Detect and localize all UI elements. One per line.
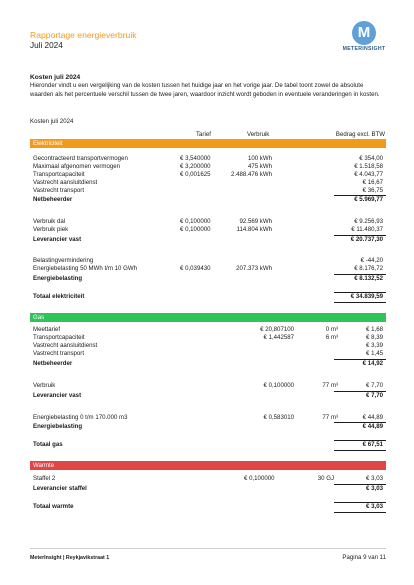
table-row bbox=[30, 334, 386, 342]
row-tarief: € 1,442587 bbox=[263, 334, 294, 341]
row-label: Staffel 2 bbox=[33, 475, 56, 482]
subtotal-row bbox=[30, 360, 386, 368]
row-tarief: € 3,540000 bbox=[180, 155, 211, 162]
row-bedrag: € 20.737,30 bbox=[350, 236, 383, 243]
table-row bbox=[30, 382, 386, 390]
amount-rule bbox=[334, 391, 386, 392]
gas-band: Gas bbox=[30, 313, 386, 322]
row-bedrag: € 14,92 bbox=[362, 360, 383, 367]
total-row bbox=[30, 503, 386, 511]
table-row bbox=[30, 155, 386, 163]
row-tarief: € 0,100000 bbox=[244, 475, 275, 482]
table-row bbox=[30, 163, 386, 171]
row-verbruik: 77 m³ bbox=[322, 414, 338, 421]
table-row bbox=[30, 342, 386, 350]
table-row bbox=[30, 218, 386, 226]
row-label: Maximaal afgenomen vermogen bbox=[33, 163, 121, 170]
col-header-tarief: Tarief bbox=[196, 131, 211, 138]
row-bedrag: € -44,20 bbox=[360, 257, 383, 264]
row-bedrag: € 8,39 bbox=[366, 334, 383, 341]
section-title: Kosten juli 2024 bbox=[30, 74, 81, 81]
row-label: Leverancier vast bbox=[33, 236, 82, 243]
row-label: Energiebelasting 0 t/m 170.000 m3 bbox=[33, 414, 128, 421]
row-tarief: € 0,001625 bbox=[180, 171, 211, 178]
logo-text: METERINSIGHT bbox=[342, 46, 386, 52]
table-row bbox=[30, 350, 386, 358]
row-bedrag: € 8.132,52 bbox=[354, 275, 383, 282]
table-row bbox=[30, 265, 386, 273]
row-verbruik: 77 m³ bbox=[322, 382, 338, 389]
row-bedrag: € 67,51 bbox=[362, 441, 383, 448]
row-verbruik: 2.488.476 kWh bbox=[231, 171, 272, 178]
row-label: Transportcapaciteit bbox=[33, 171, 85, 178]
row-bedrag: € 3,03 bbox=[366, 475, 383, 482]
logo-letter: M bbox=[357, 24, 371, 41]
footer-address: MeterInsight | Reykjavikstraat 1 bbox=[30, 555, 110, 561]
row-label: Energiebelasting bbox=[33, 423, 83, 430]
col-header-bedrag: Bedrag excl. BTW bbox=[335, 131, 385, 138]
total-double-rule bbox=[334, 302, 386, 303]
row-bedrag: € 44,89 bbox=[362, 414, 383, 421]
row-bedrag: € 3,03 bbox=[366, 503, 383, 510]
row-label: Belastingvermindering bbox=[33, 257, 94, 264]
row-bedrag: € 34.839,59 bbox=[350, 293, 383, 300]
table-row bbox=[30, 414, 386, 422]
row-bedrag: € 354,00 bbox=[359, 155, 383, 162]
table-row bbox=[30, 171, 386, 179]
row-verbruik: 114.804 kWh bbox=[236, 226, 272, 233]
row-label: Meettarief bbox=[33, 326, 61, 333]
row-label: Vastrecht aansluitdienst bbox=[33, 342, 98, 349]
row-bedrag: € 4.043,77 bbox=[354, 171, 383, 178]
row-label: Totaal gas bbox=[33, 441, 63, 448]
row-bedrag: € 36,75 bbox=[362, 187, 383, 194]
row-label: Leverancier staffel bbox=[33, 485, 87, 492]
row-label: Verbruik piek bbox=[33, 226, 69, 233]
section-intro: Hieronder vindt u een vergelijking van de kosten tussen het huidige jaar en het vorige jaar. De tabel toont zowel de absolute waarden als het percentuele verschil tussen de twee jaren, waardoor inzicht wordt geboden in eventuele veranderingen in kosten. bbox=[30, 82, 380, 98]
amount-rule bbox=[334, 502, 386, 503]
total-double-rule bbox=[334, 512, 386, 513]
row-verbruik: 100 kWh bbox=[247, 155, 272, 162]
row-bedrag: € 7,70 bbox=[366, 382, 383, 389]
report-subtitle: Juli 2024 bbox=[30, 41, 63, 50]
page-number: Pagina 9 van 11 bbox=[342, 554, 386, 561]
row-verbruik: 92.569 kWh bbox=[239, 218, 272, 225]
row-verbruik: 207.373 kWh bbox=[236, 265, 272, 272]
table-label: Kosten juli 2024 bbox=[30, 118, 74, 125]
row-bedrag: € 16,67 bbox=[362, 179, 383, 186]
footer-divider bbox=[30, 548, 386, 549]
row-bedrag: € 11.480,37 bbox=[351, 226, 383, 233]
amount-rule bbox=[334, 359, 386, 360]
row-label: Leverancier vast bbox=[33, 392, 82, 399]
row-bedrag: € 9.256,93 bbox=[354, 218, 383, 225]
table-row bbox=[30, 226, 386, 234]
amount-rule bbox=[334, 235, 386, 236]
row-verbruik: 475 kWh bbox=[247, 163, 272, 170]
row-bedrag: € 3,39 bbox=[366, 342, 383, 349]
row-label: Totaal elektriciteit bbox=[33, 293, 85, 300]
total-double-rule bbox=[334, 450, 386, 451]
row-tarief: € 0,039430 bbox=[180, 265, 211, 272]
table-row bbox=[30, 257, 386, 265]
row-bedrag: € 8.176,72 bbox=[354, 265, 383, 272]
row-bedrag: € 5.969,77 bbox=[354, 196, 383, 203]
row-verbruik: 0 m³ bbox=[325, 326, 338, 333]
subtotal-row bbox=[30, 196, 386, 204]
row-tarief: € 0,583010 bbox=[263, 414, 294, 421]
table-row bbox=[30, 179, 386, 187]
row-label: Vastrecht transport bbox=[33, 187, 85, 194]
subtotal-row bbox=[30, 275, 386, 283]
row-bedrag: € 7,70 bbox=[366, 392, 383, 399]
row-verbruik: 30 GJ bbox=[317, 475, 334, 482]
total-row bbox=[30, 293, 386, 301]
amount-rule bbox=[334, 484, 386, 485]
row-tarief: € 0,100000 bbox=[180, 226, 211, 233]
amount-rule bbox=[334, 292, 386, 293]
row-bedrag: € 1,68 bbox=[366, 326, 383, 333]
warmte-band: Warmte bbox=[30, 461, 386, 470]
row-label: Vastrecht transport bbox=[33, 350, 85, 357]
meterinsight-logo bbox=[342, 21, 386, 55]
row-bedrag: € 1,45 bbox=[366, 350, 383, 357]
table-row bbox=[30, 475, 386, 483]
electricity-band: Elektriciteit bbox=[30, 139, 386, 148]
amount-rule bbox=[334, 440, 386, 441]
row-tarief: € 20,807100 bbox=[260, 326, 294, 333]
row-label: Energiebelasting 50 MWh t/m 10 GWh bbox=[33, 265, 137, 272]
row-label: Netbeheerder bbox=[33, 360, 73, 367]
row-label: Totaal warmte bbox=[33, 503, 74, 510]
row-bedrag: € 1.518,58 bbox=[354, 163, 383, 170]
report-title: Rapportage energieverbruik bbox=[30, 30, 137, 40]
total-row bbox=[30, 441, 386, 449]
row-label: Transportcapaciteit bbox=[33, 334, 85, 341]
row-label: Netbeheerder bbox=[33, 196, 73, 203]
amount-rule bbox=[334, 274, 386, 275]
row-label: Gecontracteerd transportvermogen bbox=[33, 155, 128, 162]
row-label: Verbruik bbox=[33, 382, 56, 389]
row-label: Verbruik dal bbox=[33, 218, 66, 225]
row-bedrag: € 3,03 bbox=[366, 485, 383, 492]
subtotal-row bbox=[30, 423, 386, 431]
table-row bbox=[30, 326, 386, 334]
row-tarief: € 0,100000 bbox=[263, 382, 294, 389]
amount-rule bbox=[334, 195, 386, 196]
amount-rule bbox=[334, 422, 386, 423]
row-tarief: € 3,200000 bbox=[180, 163, 211, 170]
subtotal-row bbox=[30, 392, 386, 400]
row-bedrag: € 44,89 bbox=[362, 423, 383, 430]
subtotal-row bbox=[30, 485, 386, 493]
row-label: Vastrecht aansluitdienst bbox=[33, 179, 98, 186]
row-label: Energiebelasting bbox=[33, 275, 83, 282]
subtotal-row bbox=[30, 236, 386, 244]
table-row bbox=[30, 187, 386, 195]
row-tarief: € 0,100000 bbox=[180, 218, 211, 225]
row-verbruik: 6 m³ bbox=[325, 334, 338, 341]
col-header-verbruik: Verbruik bbox=[247, 131, 270, 138]
